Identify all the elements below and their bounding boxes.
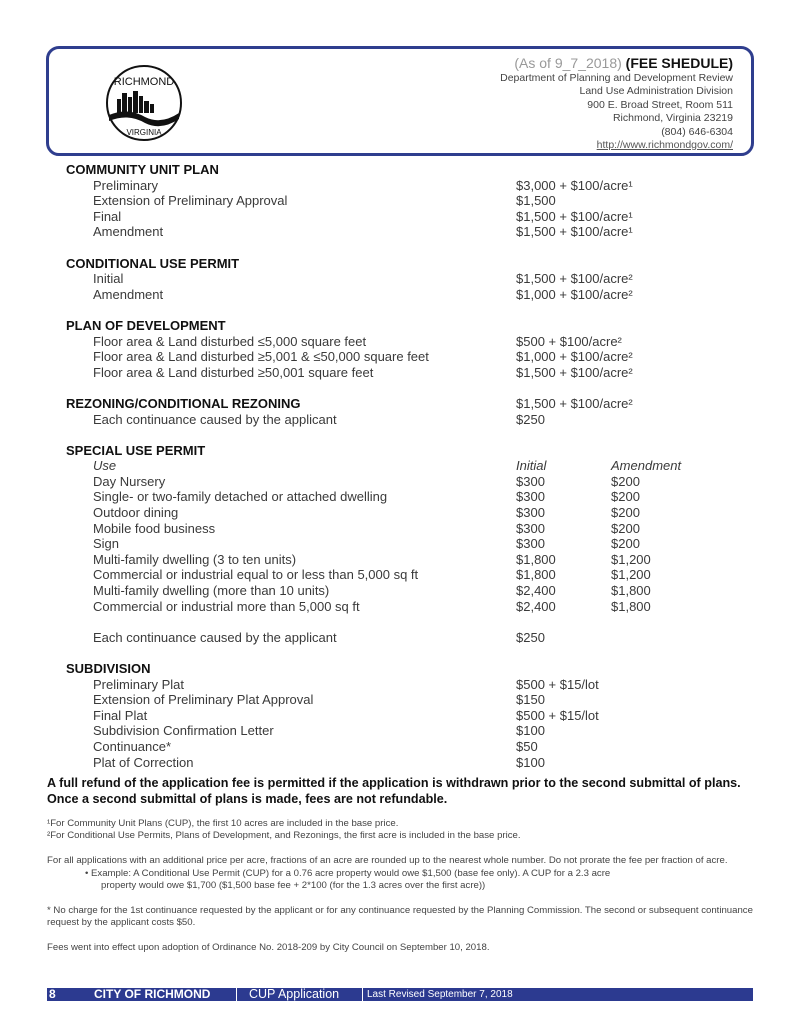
section-heading: SUBDIVISION: [66, 661, 151, 676]
fee-label: Multi-family dwelling (more than 10 units): [93, 583, 330, 599]
fee-value: $1,500 + $100/acre¹: [516, 208, 633, 224]
fee-label: Final Plat: [93, 707, 148, 723]
fee-row: [0, 334, 800, 350]
footer-revised: Last Revised September 7, 2018: [367, 989, 513, 1000]
fee-row: [0, 474, 800, 490]
fee-label: Mobile food business: [93, 520, 216, 536]
fee-label: Use: [93, 458, 117, 474]
effective-note: Fees went into effect upon adoption of Ordinance No. 2018-209 by City Council on September 10, 2018.: [47, 942, 490, 954]
section-heading-row: [0, 396, 800, 412]
fee-row: [0, 739, 800, 755]
fee-row: [0, 489, 800, 505]
fee-label: Amendment: [93, 224, 164, 240]
footer-city: CITY OF RICHMOND: [94, 987, 211, 1001]
street-address: 900 E. Broad Street, Room 511: [587, 98, 733, 111]
fee-label: Amendment: [93, 286, 164, 302]
fee-value: $300: [516, 473, 545, 489]
fee-row: [0, 599, 800, 615]
fee-amendment-value: $1,200: [611, 567, 651, 583]
fee-label: Preliminary Plat: [93, 676, 185, 692]
fee-amendment-value: Amendment: [611, 458, 682, 474]
fee-amendment-value: $1,800: [611, 583, 651, 599]
page-number: 8: [49, 987, 56, 1001]
spacer: [0, 380, 800, 396]
fee-label: Multi-family dwelling (3 to ten units): [93, 551, 297, 567]
fee-value: $50: [516, 738, 538, 754]
fee-value: $300: [516, 489, 545, 505]
fee-row: [0, 365, 800, 381]
fee-value: Initial: [516, 458, 547, 474]
fee-row: [0, 552, 800, 568]
fee-row: [0, 692, 800, 708]
department: Department of Planning and Development Review: [500, 72, 733, 84]
spacer: [0, 240, 800, 256]
fee-label: Each continuance caused by the applicant: [93, 411, 337, 427]
footer-divider: [236, 988, 237, 1001]
footnote-1: ¹For Community Unit Plans (CUP), the first 10 acres are included in the base price.: [47, 818, 399, 829]
section-heading: PLAN OF DEVELOPMENT: [66, 317, 226, 333]
fee-row: [0, 630, 800, 646]
fee-label: Continuance*: [93, 738, 172, 754]
fee-amendment-value: $200: [611, 520, 640, 536]
fee-label: Sign: [93, 536, 120, 552]
fee-value: $150: [516, 692, 545, 708]
section-heading: REZONING/CONDITIONAL REZONING: [66, 395, 301, 411]
fee-row: [0, 536, 800, 552]
fee-row: [0, 583, 800, 599]
section-heading: SPECIAL USE PERMIT: [66, 442, 206, 458]
fee-label: Plat of Correction: [93, 754, 194, 770]
fee-value: $1,800: [516, 567, 556, 583]
fee-amendment-value: $200: [611, 473, 640, 489]
richmond-logo: [103, 63, 185, 143]
continuance-note: * No charge for the 1st continuance requested by the applicant or for any continuance requested by the Planning Commission. The second or subsequent continuance request by the applicant costs $50.: [47, 904, 753, 929]
fee-amendment-value: $1,800: [611, 598, 651, 614]
fee-value: $1,500 + $100/acre¹: [516, 224, 633, 240]
fee-value: $250: [516, 411, 545, 427]
fee-table: [0, 162, 800, 770]
footer-app: CUP Application: [249, 987, 340, 1001]
fee-label: Floor area & Land disturbed ≤5,000 square feet: [93, 333, 367, 349]
fee-value: $1,500: [516, 193, 556, 209]
fee-row: [0, 755, 800, 771]
fee-row: [0, 271, 800, 287]
fee-value: $2,400: [516, 583, 556, 599]
fee-row: [0, 708, 800, 724]
fee-row: [0, 412, 800, 428]
fee-value: $500 + $15/lot: [516, 676, 599, 692]
fee-label: Extension of Preliminary Plat Approval: [93, 692, 314, 708]
fee-row: [0, 521, 800, 537]
fee-row: [0, 224, 800, 240]
section-heading-row: [0, 256, 800, 272]
spacer: [0, 645, 800, 661]
fee-label: Outdoor dining: [93, 505, 179, 521]
section-heading: COMMUNITY UNIT PLAN: [66, 162, 219, 177]
fee-amendment-value: $200: [611, 489, 640, 505]
header-box: [46, 46, 754, 156]
fee-value: $500 + $100/acre²: [516, 333, 622, 349]
fee-row: [0, 209, 800, 225]
footnote-2: ²For Conditional Use Permits, Plans of Development, and Rezonings, the first acre is included in the base price.: [47, 830, 521, 842]
fee-label: Each continuance caused by the applicant: [93, 629, 337, 645]
fee-row: [0, 178, 800, 194]
fee-value: $300: [516, 520, 545, 536]
fee-row: [0, 193, 800, 209]
fee-value: $100: [516, 723, 545, 739]
fee-row: [0, 287, 800, 303]
fee-amendment-value: $200: [611, 505, 640, 521]
rounding-note: For all applications with an additional price per acre, fractions of an acre are rounded up to the nearest whole number. Do not prorate the fee per fraction of acre.: [47, 855, 728, 867]
fee-value: $100: [516, 754, 545, 770]
fee-value: $1,500 + $100/acre²: [516, 395, 633, 411]
phone: (804) 646-6304: [661, 125, 733, 138]
fee-value: $2,400: [516, 598, 556, 614]
fee-row: [0, 349, 800, 365]
fee-label: Single- or two-family detached or attached dwelling: [93, 489, 388, 505]
footer-divider: [362, 988, 363, 1001]
city-state: Richmond, Virginia 23219: [612, 112, 733, 125]
refund-notice: A full refund of the application fee is permitted if the application is withdrawn prior to the second submittal of plans. Once a second submittal of plans is made, fees are not refundable.: [47, 776, 741, 806]
section-heading-row: [0, 318, 800, 334]
section-heading-row: [0, 661, 800, 677]
division: Land Use Administration Division: [579, 85, 733, 98]
svg-text:RICHMOND: RICHMOND: [113, 76, 175, 88]
section-heading-row: [0, 162, 800, 178]
spacer: [0, 302, 800, 318]
fee-value: $1,500 + $100/acre²: [516, 364, 633, 380]
fee-label: Day Nursery: [93, 473, 166, 489]
fee-amendment-value: $200: [611, 536, 640, 552]
fee-row: [0, 567, 800, 583]
example-line-1: • Example: A Conditional Use Permit (CUP) for a 0.76 acre property would owe $1,500 (base fee only). A CUP for a 2.3 acre: [85, 867, 611, 879]
fee-row: [0, 677, 800, 693]
fee-value: $1,000 + $100/acre²: [516, 349, 633, 365]
section-heading-row: [0, 443, 800, 459]
as-of-date: (As of 9_7_2018): [514, 55, 622, 71]
spacer: [0, 427, 800, 443]
fee-label: Subdivision Confirmation Letter: [93, 723, 274, 739]
footer-bar: [47, 988, 753, 1001]
fee-row: [0, 458, 800, 474]
fee-label: Preliminary: [93, 177, 159, 193]
fee-label: Initial: [93, 271, 124, 287]
fee-label: Floor area & Land disturbed ≥5,001 & ≤50,000 square feet: [93, 349, 429, 365]
spacer: [0, 614, 800, 630]
svg-text:VIRGINIA: VIRGINIA: [126, 128, 162, 137]
website-link[interactable]: http://www.richmondgov.com/: [596, 139, 733, 152]
example-line-2: property would owe $1,700 ($1,500 base fee + 2*100 (for the 1.3 acres over the first acre)): [101, 880, 486, 892]
fee-value: $3,000 + $100/acre¹: [516, 177, 633, 193]
fee-value: $300: [516, 536, 545, 552]
fee-label: Commercial or industrial more than 5,000 sq ft: [93, 598, 360, 614]
fee-value: $1,800: [516, 551, 556, 567]
fee-label: Final: [93, 208, 122, 224]
header-info: [500, 55, 733, 152]
fee-value: $1,500 + $100/acre²: [516, 271, 633, 287]
fee-label: Floor area & Land disturbed ≥50,001 square feet: [93, 364, 374, 380]
fee-row: [0, 505, 800, 521]
fee-value: $300: [516, 505, 545, 521]
fee-row: [0, 723, 800, 739]
example-note: [47, 868, 757, 893]
fee-value: $500 + $15/lot: [516, 707, 599, 723]
fee-amendment-value: $1,200: [611, 551, 651, 567]
fee-value: $250: [516, 629, 545, 645]
notes: [47, 818, 757, 954]
fee-value: $1,000 + $100/acre²: [516, 286, 633, 302]
section-heading: CONDITIONAL USE PERMIT: [66, 255, 240, 271]
document-title: (FEE SHEDULE): [625, 55, 733, 71]
fee-label: Commercial or industrial equal to or less than 5,000 sq ft: [93, 567, 419, 583]
fee-label: Extension of Preliminary Approval: [93, 193, 288, 209]
